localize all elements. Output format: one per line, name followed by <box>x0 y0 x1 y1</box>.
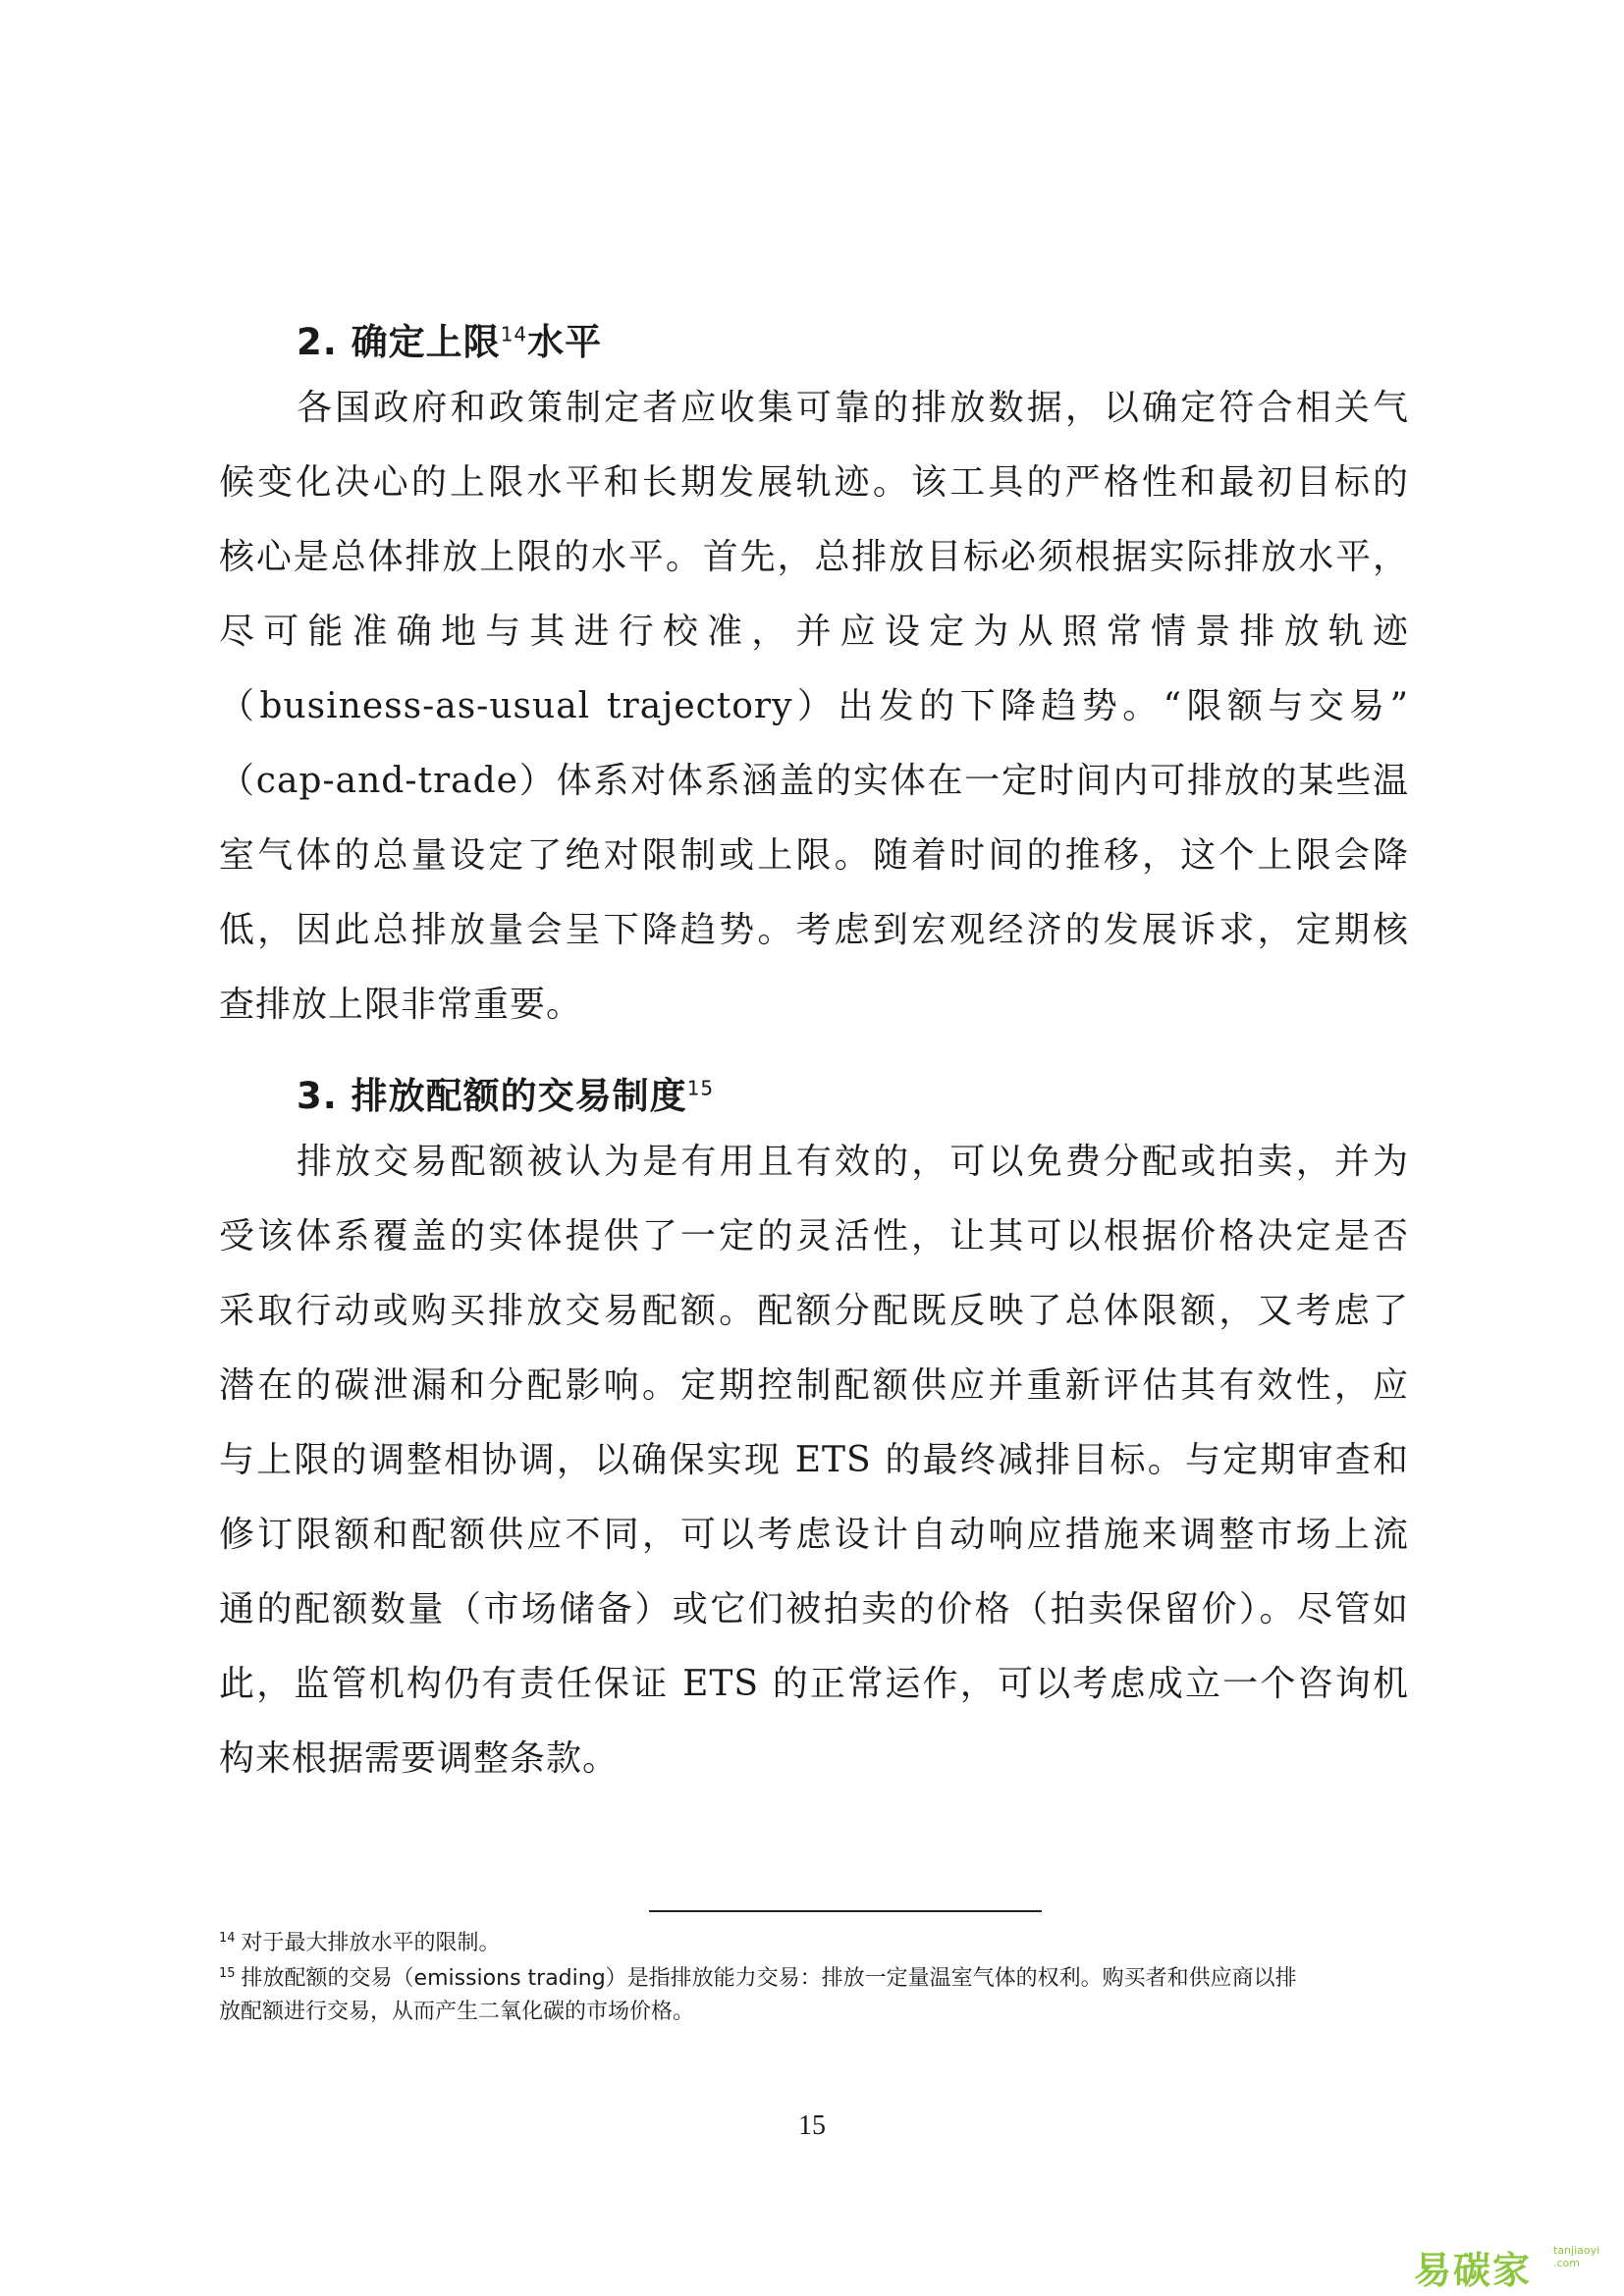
paragraph-line: 排放交易配额被认为是有用且有效的，可以免费分配或拍卖，并为 <box>297 1142 1409 1182</box>
paragraph-line: 室气体的总量设定了绝对限制或上限。随着时间的推移，这个上限会降 <box>219 835 1409 876</box>
footnote-ref-14: 14 <box>500 322 528 347</box>
paragraph-line: 潜在的碳泄漏和分配影响。定期控制配额供应并重新评估其有效性，应 <box>219 1365 1409 1406</box>
paragraph-line: 各国政府和政策制定者应收集可靠的排放数据，以确定符合相关气 <box>297 388 1409 428</box>
paragraph-line: 尽可能准确地与其进行校准，并应设定为从照常情景排放轨迹 <box>219 612 1409 652</box>
paragraph-line: （cap-and-trade）体系对体系涵盖的实体在一定时间内可排放的某些温 <box>219 761 1409 801</box>
section-2-heading: 2. 确定上限$^{14}$水平 <box>297 321 603 363</box>
paragraph-line: 采取行动或购买排放交易配额。配额分配既反映了总体限额，又考虑了 <box>219 1291 1409 1331</box>
paragraph-line: 此，监管机构仍有责任保证 ETS 的正常运作，可以考虑成立一个咨询机 <box>219 1664 1409 1704</box>
paragraph-line: 候变化决心的上限水平和长期发展轨迹。该工具的严格性和最初目标的 <box>219 462 1409 503</box>
paragraph-line: 受该体系覆盖的实体提供了一定的灵活性，让其可以根据价格决定是否 <box>219 1216 1409 1256</box>
footnote-divider <box>649 1910 1042 1912</box>
paragraph-line: 核心是总体排放上限的水平。首先，总排放目标必须根据实际排放水平， <box>219 537 1409 577</box>
paragraph-line: （business-as-usual trajectory）出发的下降趋势。“限额与交易” <box>219 686 1409 726</box>
watermark-logo-cn: 易碳家 <box>1414 2249 1533 2292</box>
paragraph-line: 通的配额数量（市场储备）或它们被拍卖的价格（拍卖保留价）。尽管如 <box>219 1589 1409 1629</box>
section-3-heading: 3. 排放配额的交易制度$^{15}$ <box>297 1075 715 1117</box>
paragraph-line: 与上限的调整相协调，以确保实现 ETS 的最终减排目标。与定期审查和 <box>219 1440 1409 1480</box>
watermark-logo <box>1414 2240 1610 2292</box>
footnote-14: $^{14}$ 对于最大排放水平的限制。 <box>219 1930 501 1955</box>
paragraph-line: 修订限额和配额供应不同，可以考虑设计自动响应措施来调整市场上流 <box>219 1515 1409 1555</box>
footnote-15: $^{15}$ 排放配额的交易（emissions trading）是指排放能力交易：排放一定量温室气体的权利。购买者和供应商以排 <box>219 1965 1297 1991</box>
paragraph-line: 查排放上限非常重要。 <box>219 985 583 1025</box>
page-number: 15 <box>798 2110 826 2141</box>
paragraph-line: 低，因此总排放量会呈下降趋势。考虑到宏观经济的发展诉求，定期核 <box>219 910 1409 950</box>
paragraph-line: 构来根据需要调整条款。 <box>219 1738 620 1779</box>
watermark-logo-en: tanjiaoyi .com <box>1553 2244 1600 2269</box>
footnote-ref-15: 15 <box>686 1076 715 1100</box>
footnote-15-continued: 放配额进行交易，从而产生二氧化碳的市场价格。 <box>219 2000 695 2024</box>
